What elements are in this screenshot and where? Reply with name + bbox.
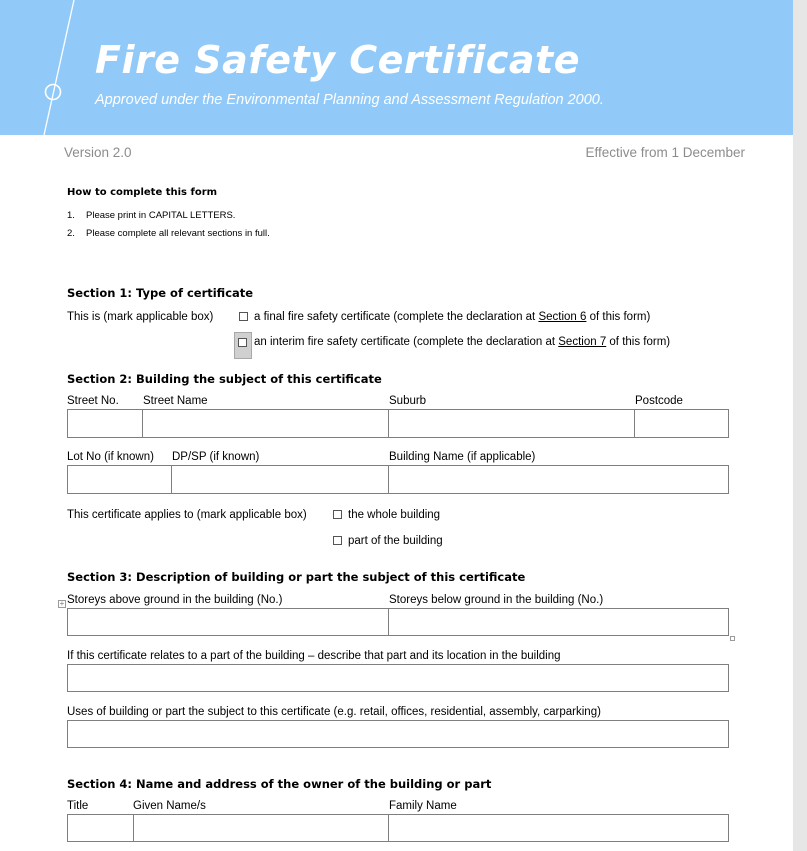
option-final-certificate[interactable] [239, 311, 650, 323]
part-building-text: part of the building [348, 535, 443, 547]
owner-family-name-label: Family Name [389, 800, 457, 812]
form-title: Fire Safety Certificate [95, 38, 580, 82]
owner-given-names-label: Given Name/s [133, 800, 206, 812]
suburb-label: Suburb [389, 395, 427, 407]
storeys-above-field[interactable] [67, 608, 389, 636]
option-whole-building[interactable] [333, 509, 440, 521]
part-building-checkbox[interactable] [333, 536, 342, 545]
street-name-field[interactable] [142, 409, 389, 438]
interim-certificate-checkbox-selected[interactable] [234, 332, 252, 359]
howto-item-text: Please print in CAPITAL LETTERS. [86, 210, 236, 221]
building-uses-field[interactable] [67, 720, 729, 748]
howto-item-text: Please complete all relevant sections in full. [86, 228, 270, 239]
final-certificate-checkbox[interactable] [239, 312, 248, 321]
section4-heading: Section 4: Name and address of the owner of the building or part [67, 777, 492, 791]
owner-given-names-field[interactable] [133, 814, 389, 842]
option-part-building[interactable] [333, 535, 443, 547]
building-name-label: Building Name (if applicable) [389, 451, 536, 463]
building-name-field[interactable] [388, 465, 729, 494]
whole-building-text: the whole building [348, 509, 441, 521]
option-interim-suffix: of this form) [606, 336, 671, 348]
owner-title-label: Title [67, 800, 89, 812]
part-description-label: If this certificate relates to a part of the building – describe that part and its location in the building [67, 650, 561, 662]
owner-family-name-field[interactable] [388, 814, 729, 842]
part-description-field[interactable] [67, 664, 729, 692]
form-subtitle: Approved under the Environmental Planning and Assessment Regulation 2000. [95, 92, 604, 108]
option-interim-text: an interim fire safety certificate (complete the declaration at [254, 336, 559, 348]
whole-building-checkbox[interactable] [333, 510, 342, 519]
howto-item [67, 210, 235, 221]
section3-heading: Section 3: Description of building or part the subject of this certificate [67, 570, 526, 584]
lot-no-field[interactable] [67, 465, 172, 494]
table-resize-handle[interactable] [730, 636, 735, 641]
section1-heading: Section 1: Type of certificate [67, 286, 254, 300]
scrollbar-track[interactable] [793, 0, 807, 851]
section7-link[interactable]: Section 7 [558, 336, 607, 348]
postcode-field[interactable] [634, 409, 729, 438]
dp-sp-label: DP/SP (if known) [172, 451, 260, 463]
dp-sp-field[interactable] [171, 465, 389, 494]
street-name-label: Street Name [143, 395, 208, 407]
storeys-below-field[interactable] [388, 608, 729, 636]
howto-item [67, 228, 270, 239]
option-final-suffix: of this form) [586, 311, 651, 323]
owner-title-field[interactable] [67, 814, 134, 842]
option-final-text: a final fire safety certificate (complete the declaration at [254, 311, 539, 323]
lot-no-label: Lot No (if known) [67, 451, 154, 463]
table-move-handle-icon[interactable]: + [59, 599, 65, 608]
option-interim-certificate[interactable] [254, 336, 670, 348]
applies-to-prompt: This certificate applies to (mark applicable box) [67, 509, 307, 521]
interim-certificate-checkbox[interactable] [238, 338, 247, 347]
section6-link[interactable]: Section 6 [538, 311, 587, 323]
header-banner [0, 0, 793, 135]
storeys-below-label: Storeys below ground in the building (No.) [389, 594, 604, 606]
section2-heading: Section 2: Building the subject of this certificate [67, 372, 382, 386]
postcode-label: Postcode [635, 395, 683, 407]
suburb-field[interactable] [388, 409, 635, 438]
howto-heading: How to complete this form [67, 187, 218, 198]
certificate-type-prompt: This is (mark applicable box) [67, 311, 214, 323]
howto-item-number: 1. [67, 210, 75, 221]
street-no-field[interactable] [67, 409, 143, 438]
howto-item-number: 2. [67, 228, 75, 239]
version-label: Version 2.0 [64, 145, 132, 160]
effective-date: Effective from 1 December [585, 145, 745, 160]
building-uses-label: Uses of building or part the subject to this certificate (e.g. retail, offices, residential, assembly, carparking) [67, 706, 601, 718]
storeys-above-label: Storeys above ground in the building (No.) [67, 594, 283, 606]
street-no-label: Street No. [67, 395, 119, 407]
